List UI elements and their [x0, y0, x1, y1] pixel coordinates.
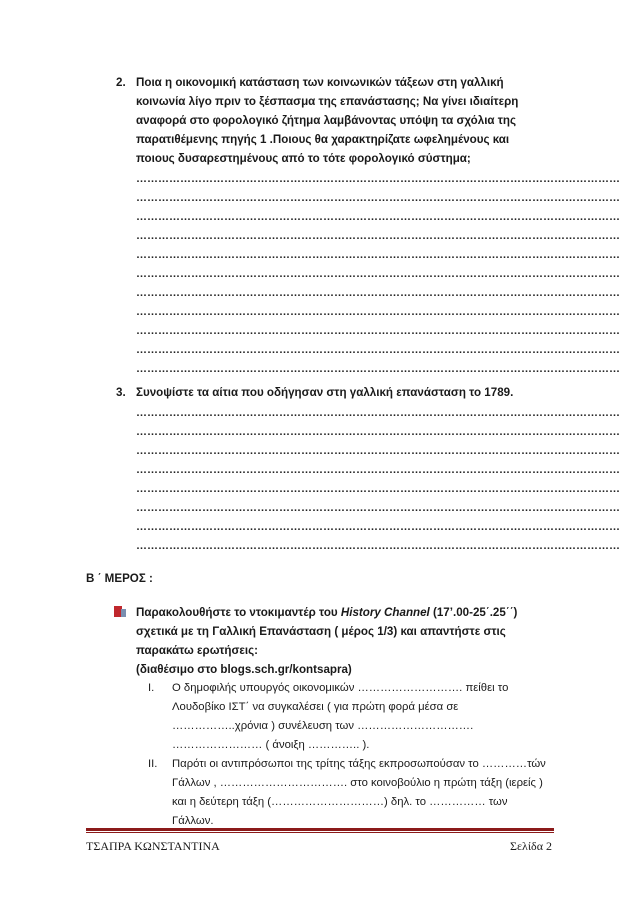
sub-question-2-text: Παρότι οι αντιπρόσωποι της τρίτης τάξης εκπροσωπούσαν το …………τών Γάλλων , ……………………………. στο κοινοβούλιο η πρώτη τάξη (ιερείς ) και η δεύτερη τάξη (…………………………) δηλ. το …………… των Γάλλων.	[172, 758, 546, 827]
answer-line: ……………………………………………………………………………………………………………………	[136, 363, 620, 375]
intro-availability: (διαθέσιμο στο blogs.sch.gr/kontsapra)	[136, 663, 352, 676]
sub-question-2-numeral: II.	[148, 758, 158, 770]
answer-line: ……………………………………………………………………………………………………………………	[136, 521, 620, 533]
answer-line: ……………………………………………………………………………………………………………………	[136, 426, 620, 438]
answer-line: ……………………………………………………………………………………………………………………	[136, 230, 620, 242]
section-b-intro	[136, 603, 546, 679]
answer-line: ……………………………………………………………………………………………………………………	[136, 325, 620, 337]
answer-line: ……………………………………………………………………………………………………………………	[136, 483, 620, 495]
answer-line: ……………………………………………………………………………………………………………………	[136, 407, 620, 419]
sub-question-1-text: Ο δημοφιλής υπουργός οικονομικών ………………………. πείθει το Λουδοβίκο ΙΣΤ΄ να συγκαλέσει ( για πρώτη φορά μέσα σε ……………..χρόνια ) συνέλευση των …………………………. …………………… ( άνοιξη ………….. ).	[172, 682, 509, 751]
sub-question-1-numeral: I.	[148, 682, 155, 694]
answer-line: ……………………………………………………………………………………………………………………	[136, 540, 620, 552]
square-bullet-icon	[114, 606, 126, 617]
question-2-number: 2.	[116, 76, 126, 89]
answer-line: ……………………………………………………………………………………………………………………	[136, 502, 620, 514]
answer-line: ……………………………………………………………………………………………………………………	[136, 211, 620, 223]
answer-line: ……………………………………………………………………………………………………………………	[136, 249, 620, 261]
footer-page-number: Σελίδα 2	[509, 839, 552, 853]
footer-divider	[86, 828, 554, 831]
question-3-text: Συνοψίστε τα αίτια που οδήγησαν στη γαλλική επανάσταση το 1789.	[136, 386, 514, 399]
footer-author: ΤΣΑΠΡΑ ΚΩΝΣΤΑΝΤΙΝΑ	[86, 839, 220, 853]
intro-channel: History Channel	[340, 606, 430, 619]
question-2-text: Ποια η οικονομική κατάσταση των κοινωνικών τάξεων στη γαλλική κοινωνία λίγο πριν το ξέσπασμα της επανάστασης; Να γίνει ιδιαίτερη αναφορά στο φορολογικό ζήτημα λαμβάνοντας υπόψη τα σχόλια της παρατιθέμενης πηγής 1 .Ποιους θα χαρακτηρίζατε ωφελημένους και ποιους δυσαρεστημένους από το τότε φορολογικό σύστημα;	[136, 76, 519, 165]
answer-line: ……………………………………………………………………………………………………………………	[136, 287, 620, 299]
answer-line: ……………………………………………………………………………………………………………………	[136, 344, 620, 356]
answer-line: ……………………………………………………………………………………………………………………	[136, 192, 620, 204]
answer-line: ……………………………………………………………………………………………………………………	[136, 306, 620, 318]
answer-line: ……………………………………………………………………………………………………………………	[136, 464, 620, 476]
section-b-title: Β ΄ ΜΕΡΟΣ :	[86, 572, 153, 585]
answer-line: ……………………………………………………………………………………………………………………	[136, 173, 620, 185]
footer-divider-thin	[86, 832, 554, 833]
intro-prefix: Παρακολουθήστε το ντοκιμαντέρ του	[136, 606, 341, 619]
answer-line: ……………………………………………………………………………………………………………………	[136, 445, 620, 457]
answer-line: ……………………………………………………………………………………………………………………	[136, 268, 620, 280]
intro-suffix: (17’.00-25΄.25΄΄) σχετικά με τη Γαλλική Επανάσταση ( μέρος 1/3) και απαντήστε στις παρακάτω ερωτήσεις:	[136, 606, 518, 657]
question-3-number: 3.	[116, 386, 126, 399]
